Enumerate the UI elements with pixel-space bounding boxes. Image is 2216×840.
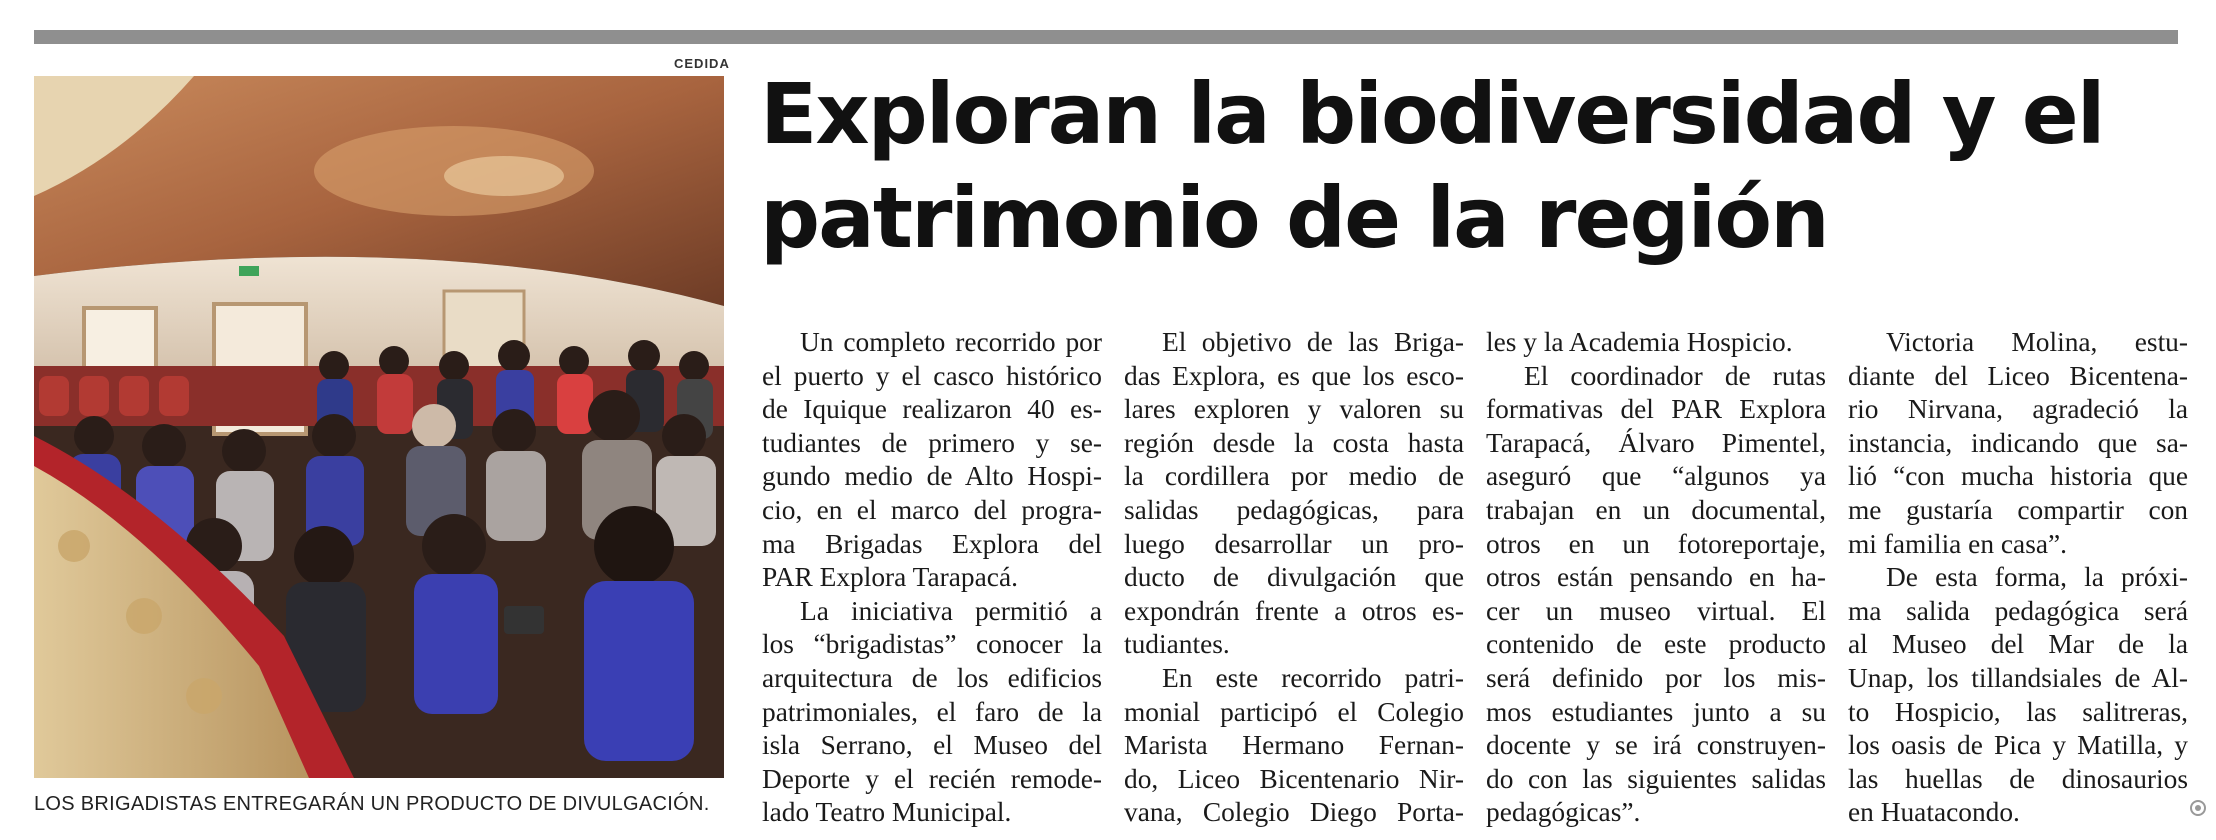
column-line: El objetivo de las Briga- <box>1162 327 1464 357</box>
column-line: lado Teatro Municipal. <box>762 797 1012 828</box>
column-line: en Huatacondo. <box>1848 797 2020 828</box>
column-line: De esta forma, la próxi- <box>1886 562 2188 593</box>
column-line: rio Nirvana, agradeció la <box>1848 394 2188 425</box>
column-line: pedagógicas”. <box>1486 797 1641 828</box>
column-line: diante del Liceo Bicentena- <box>1848 360 2188 391</box>
column-line: Marista Hermano Fernan- <box>1124 730 1464 761</box>
column-line: lares exploren y valoren su <box>1124 394 1464 425</box>
column-line: salidas pedagógicas, para <box>1124 494 1464 525</box>
column-line: PAR Explora Tarapacá. <box>762 562 1018 593</box>
headline <box>760 62 2180 270</box>
headline-line-1: Exploran la biodiversidad y el <box>760 65 2104 163</box>
column-line: los “brigadistas” conocer la <box>762 629 1102 660</box>
column-line: El coordinador de rutas <box>1524 360 1826 391</box>
column-line: do con las siguientes salidas <box>1486 763 1826 794</box>
column-line: La iniciativa permitió a <box>800 595 1102 626</box>
article-column-2 <box>1124 326 1464 830</box>
column-line: cer un museo virtual. El <box>1486 595 1826 626</box>
column-line: les y la Academia Hospicio. <box>1486 327 1793 357</box>
column-line: patrimoniales, el faro de la <box>762 696 1102 727</box>
column-line: aseguró que “algunos ya <box>1486 461 1826 492</box>
article-end-mark-icon <box>2190 800 2206 816</box>
column-line: otros están pensando en ha- <box>1486 562 1826 593</box>
column-line: mi familia en casa”. <box>1848 528 2068 559</box>
column-line: gundo medio de Alto Hospi- <box>762 461 1102 492</box>
column-line: to Hospicio, las salitreras, <box>1848 696 2188 727</box>
column-line: Unap, los tillandsiales de Al- <box>1848 662 2188 693</box>
photo-credit: CEDIDA <box>674 56 730 71</box>
article-photo <box>34 76 724 778</box>
column-line: Un completo recorrido por <box>800 327 1102 357</box>
column-line: los oasis de Pica y Matilla, y <box>1848 730 2188 761</box>
column-line: la cordillera por medio de <box>1124 461 1464 492</box>
column-line: al Museo del Mar de la <box>1848 629 2188 660</box>
photo-caption: LOS BRIGADISTAS ENTREGARÁN UN PRODUCTO DE DIVULGACIÓN. <box>34 793 710 815</box>
column-line: instancia, indicando que sa- <box>1848 427 2188 458</box>
column-line: En este recorrido patri- <box>1162 662 1464 693</box>
column-line: Victoria Molina, estu- <box>1886 327 2188 357</box>
column-line: isla Serrano, el Museo del <box>762 730 1102 761</box>
column-line: el puerto y el casco histórico <box>762 360 1102 391</box>
column-line: las huellas de dinosaurios <box>1848 763 2188 794</box>
column-line: monial participó el Colegio <box>1124 696 1464 727</box>
article-column-4 <box>1848 326 2188 830</box>
theater-audience-illustration <box>34 76 724 778</box>
column-line: do, Liceo Bicentenario Nir- <box>1124 763 1464 794</box>
column-line: ducto de divulgación que <box>1124 562 1464 593</box>
column-line: lió “con mucha historia que <box>1848 461 2188 492</box>
column-line: ma Brigadas Explora del <box>762 528 1102 559</box>
column-line: expondrán frente a otros es- <box>1124 595 1464 626</box>
column-line: docente y se irá construyen- <box>1486 730 1826 761</box>
column-line: otros en un fotoreportaje, <box>1486 528 1826 559</box>
headline-line-2: patrimonio de la región <box>760 169 1828 267</box>
article-column-1 <box>762 326 1102 830</box>
column-line: ma salida pedagógica será <box>1848 595 2188 626</box>
column-line: de Iquique realizaron 40 es- <box>762 394 1102 425</box>
top-rule <box>34 30 2178 44</box>
article-column-3 <box>1486 326 1826 830</box>
column-line: tudiantes de primero y se- <box>762 427 1102 458</box>
column-line: Tarapacá, Álvaro Pimentel, <box>1486 427 1826 458</box>
column-line: será definido por los mis- <box>1486 662 1826 693</box>
column-line: luego desarrollar un pro- <box>1124 528 1464 559</box>
column-line: Deporte y el recién remode- <box>762 763 1102 794</box>
column-line: me gustaría compartir con <box>1848 494 2188 525</box>
column-line: arquitectura de los edificios <box>762 662 1102 693</box>
column-line: tudiantes. <box>1124 629 1230 660</box>
column-line: formativas del PAR Explora <box>1486 394 1826 425</box>
column-line: trabajan en un documental, <box>1486 494 1826 525</box>
column-line: das Explora, es que los esco- <box>1124 360 1464 391</box>
column-line: vana, Colegio Diego Porta- <box>1124 797 1464 828</box>
column-line: cio, en el marco del progra- <box>762 494 1102 525</box>
column-line: contenido de este producto <box>1486 629 1826 660</box>
column-line: mos estudiantes junto a su <box>1486 696 1826 727</box>
column-line: región desde la costa hasta <box>1124 427 1464 458</box>
